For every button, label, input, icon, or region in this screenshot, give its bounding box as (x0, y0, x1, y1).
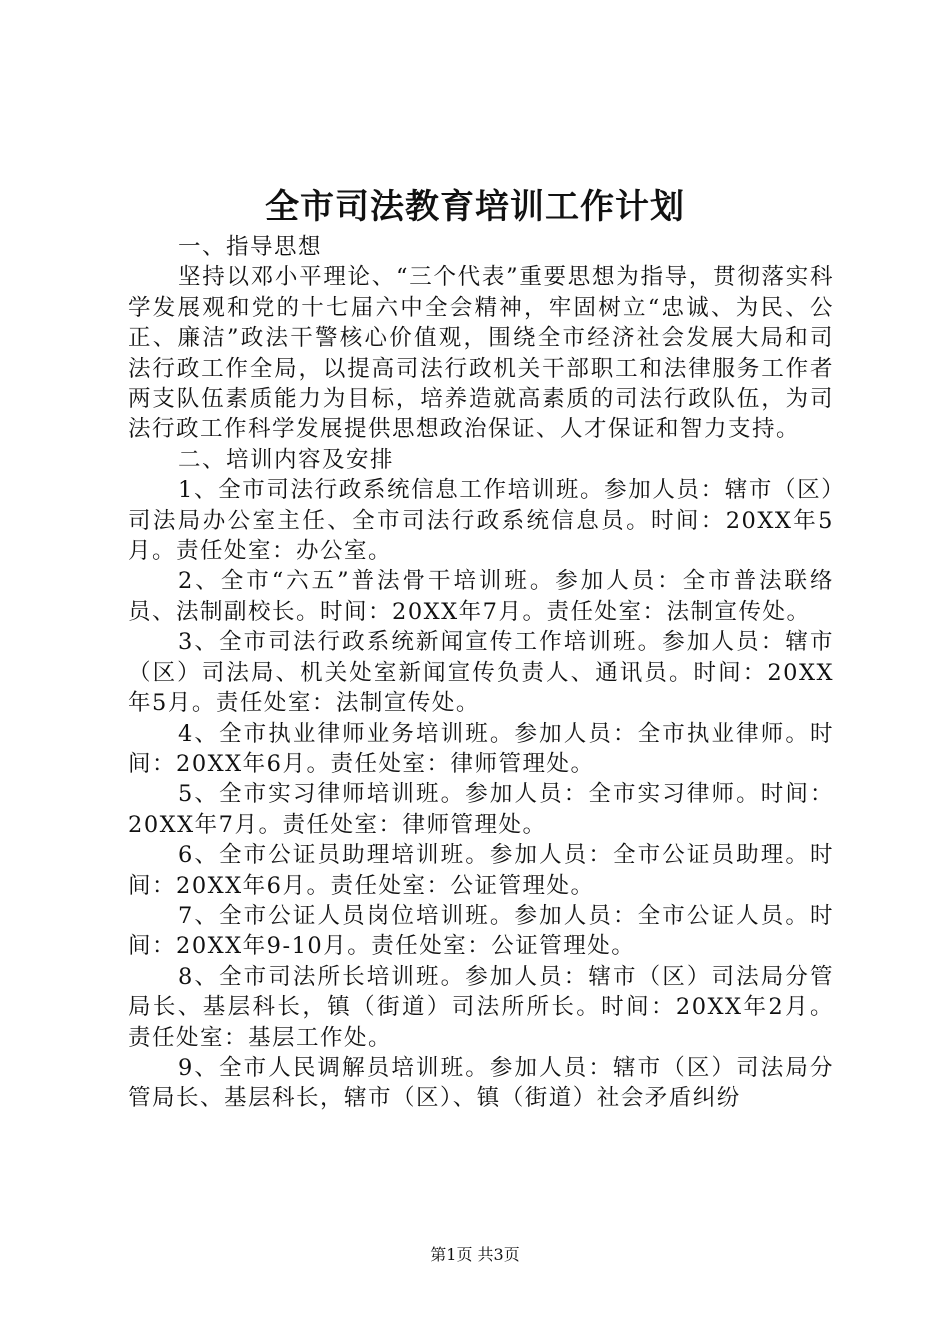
section-heading-guiding-ideology: 一、指导思想 (178, 234, 323, 260)
training-item: 2、全市“六五”普法骨干培训班。参加人员：全市普法联络员、法制副校长。时间：20XX年7月。责任处室：法制宣传处。 (128, 568, 834, 625)
page-title: 全市司法教育培训工作计划 (265, 187, 685, 227)
training-item: 6、全市公证员助理培训班。参加人员：全市公证员助理。时间：20XX年6月。责任处室：公证管理处。 (128, 842, 834, 899)
page-number-footer: 第1页 共3页 (430, 1245, 520, 1264)
document-body (128, 232, 834, 1114)
training-item: 8、全市司法所长培训班。参加人员：辖市（区）司法局分管局长、基层科长，镇（街道）司法所所长。时间：20XX年2月。责任处室：基层工作处。 (128, 963, 834, 1051)
training-item: 3、全市司法行政系统新闻宣传工作培训班。参加人员：辖市（区）司法局、机关处室新闻宣传负责人、通讯员。时间：20XX年5月。责任处室：法制宣传处。 (128, 629, 834, 717)
training-item: 4、全市执业律师业务培训班。参加人员：全市执业律师。时间：20XX年6月。责任处室：律师管理处。 (128, 720, 834, 777)
section-heading-training-content: 二、培训内容及安排 (178, 446, 395, 473)
training-item: 5、全市实习律师培训班。参加人员：全市实习律师。时间：20XX年7月。责任处室：律师管理处。 (128, 781, 834, 838)
training-item: 9、全市人民调解员培训班。参加人员：辖市（区）司法局分管局长、基层科长，辖市（区）、镇（街道）社会矛盾纠纷 (128, 1054, 834, 1112)
training-item: 7、全市公证人员岗位培训班。参加人员：全市公证人员。时间：20XX年9-10月。责任处室：公证管理处。 (128, 902, 834, 960)
training-item: 1、全市司法行政系统信息工作培训班。参加人员：辖市（区）司法局办公室主任、全市司法行政系统信息员。时间：20XX年5月。责任处室：办公室。 (128, 477, 834, 565)
guiding-ideology-paragraph: 坚持以邓小平理论、“三个代表”重要思想为指导，贯彻落实科学发展观和党的十七届六中全会精神，牢固树立“忠诚、为民、公正、廉洁”政法干警核心价值观，围绕全市经济社会发展大局和司法行政工作全局，以提高司法行政机关干部职工和法律服务工作者两支队伍素质能力为目标，培养造就高素质的司法行政队伍，为司法行政工作科学发展提供思想政治保证、人才保证和智力支持。 (128, 264, 834, 443)
